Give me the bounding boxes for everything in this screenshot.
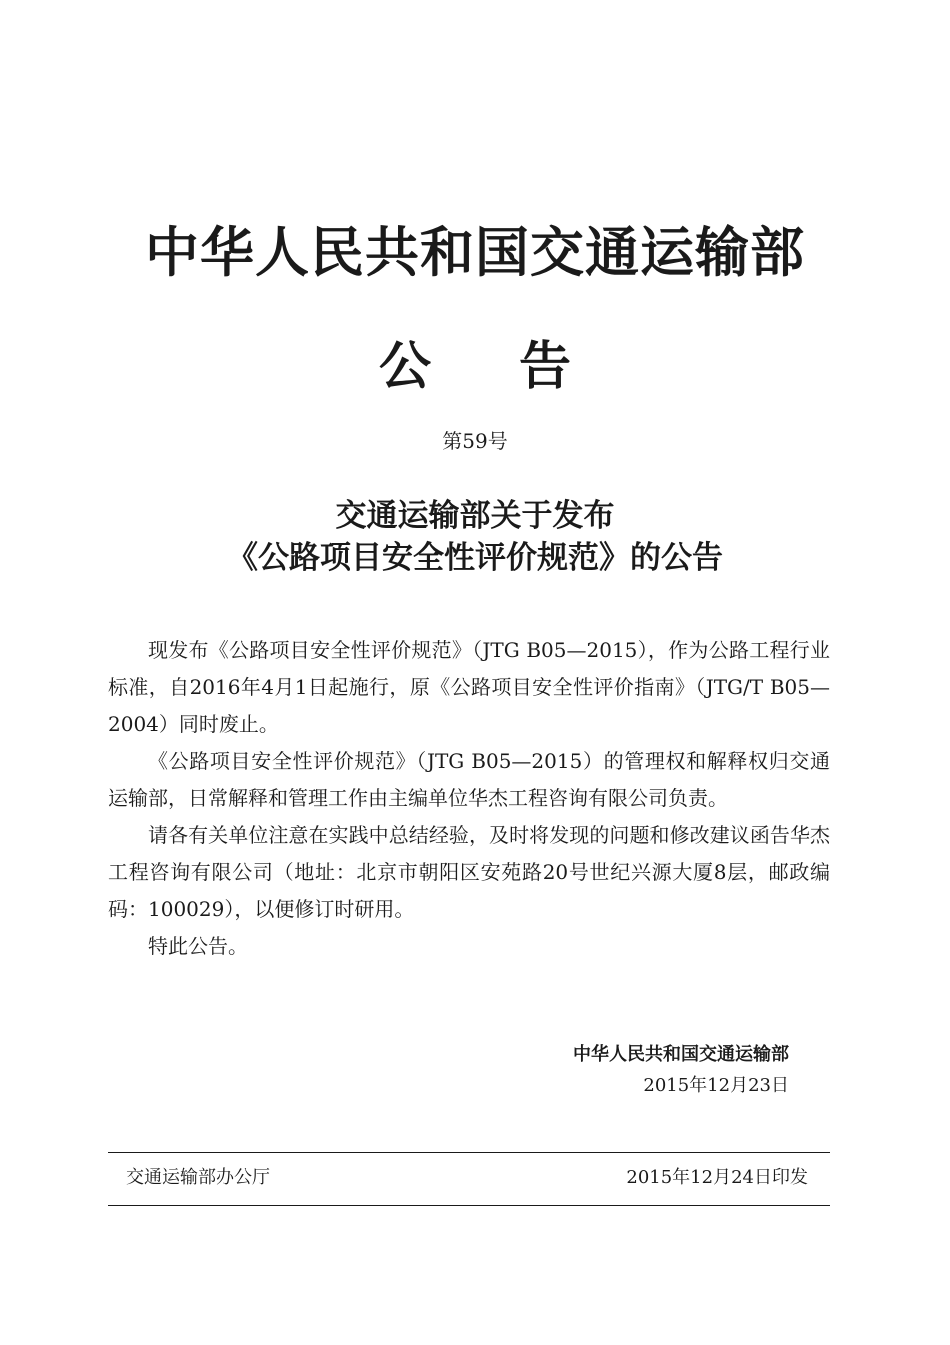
body-paragraph-1: 现发布《公路项目安全性评价规范》（JTG B05—2015），作为公路工程行业标准，自2016年4月1日起施行，原《公路项目安全性评价指南》（JTG/T B05—2004）同时废止。 [108, 638, 830, 736]
footer-bottom-rule [108, 1205, 830, 1206]
footer-top-rule [108, 1152, 830, 1153]
issuing-authority: 中华人民共和国交通运输部 [145, 221, 805, 284]
signature-date: 2015年12月23日 [643, 1075, 789, 1096]
announcement-title-line-1: 交通运输部关于发布 [335, 498, 615, 534]
footer-issuer: 交通运输部办公厅 [126, 1167, 270, 1188]
announcement-body [108, 632, 830, 965]
document-type: 公告 [378, 337, 659, 397]
body-paragraph-4: 特此公告。 [148, 934, 248, 958]
footer-print-date: 2015年12月24日印发 [626, 1167, 808, 1188]
body-paragraph-2: 《公路项目安全性评价规范》（JTG B05—2015）的管理权和解释权归交通运输部，日常解释和管理工作由主编单位华杰工程咨询有限公司负责。 [108, 749, 830, 810]
signature-organization: 中华人民共和国交通运输部 [573, 1044, 789, 1065]
body-paragraph-3: 请各有关单位注意在实践中总结经验，及时将发现的问题和修改建议函告华杰工程咨询有限公司（地址：北京市朝阳区安苑路20号世纪兴源大厦8层，邮政编码：100029），以便修订时研用。 [108, 823, 830, 921]
announcement-title-line-2: 《公路项目安全性评价规范》的公告 [227, 540, 723, 576]
document-number: 第59号 [442, 429, 508, 453]
